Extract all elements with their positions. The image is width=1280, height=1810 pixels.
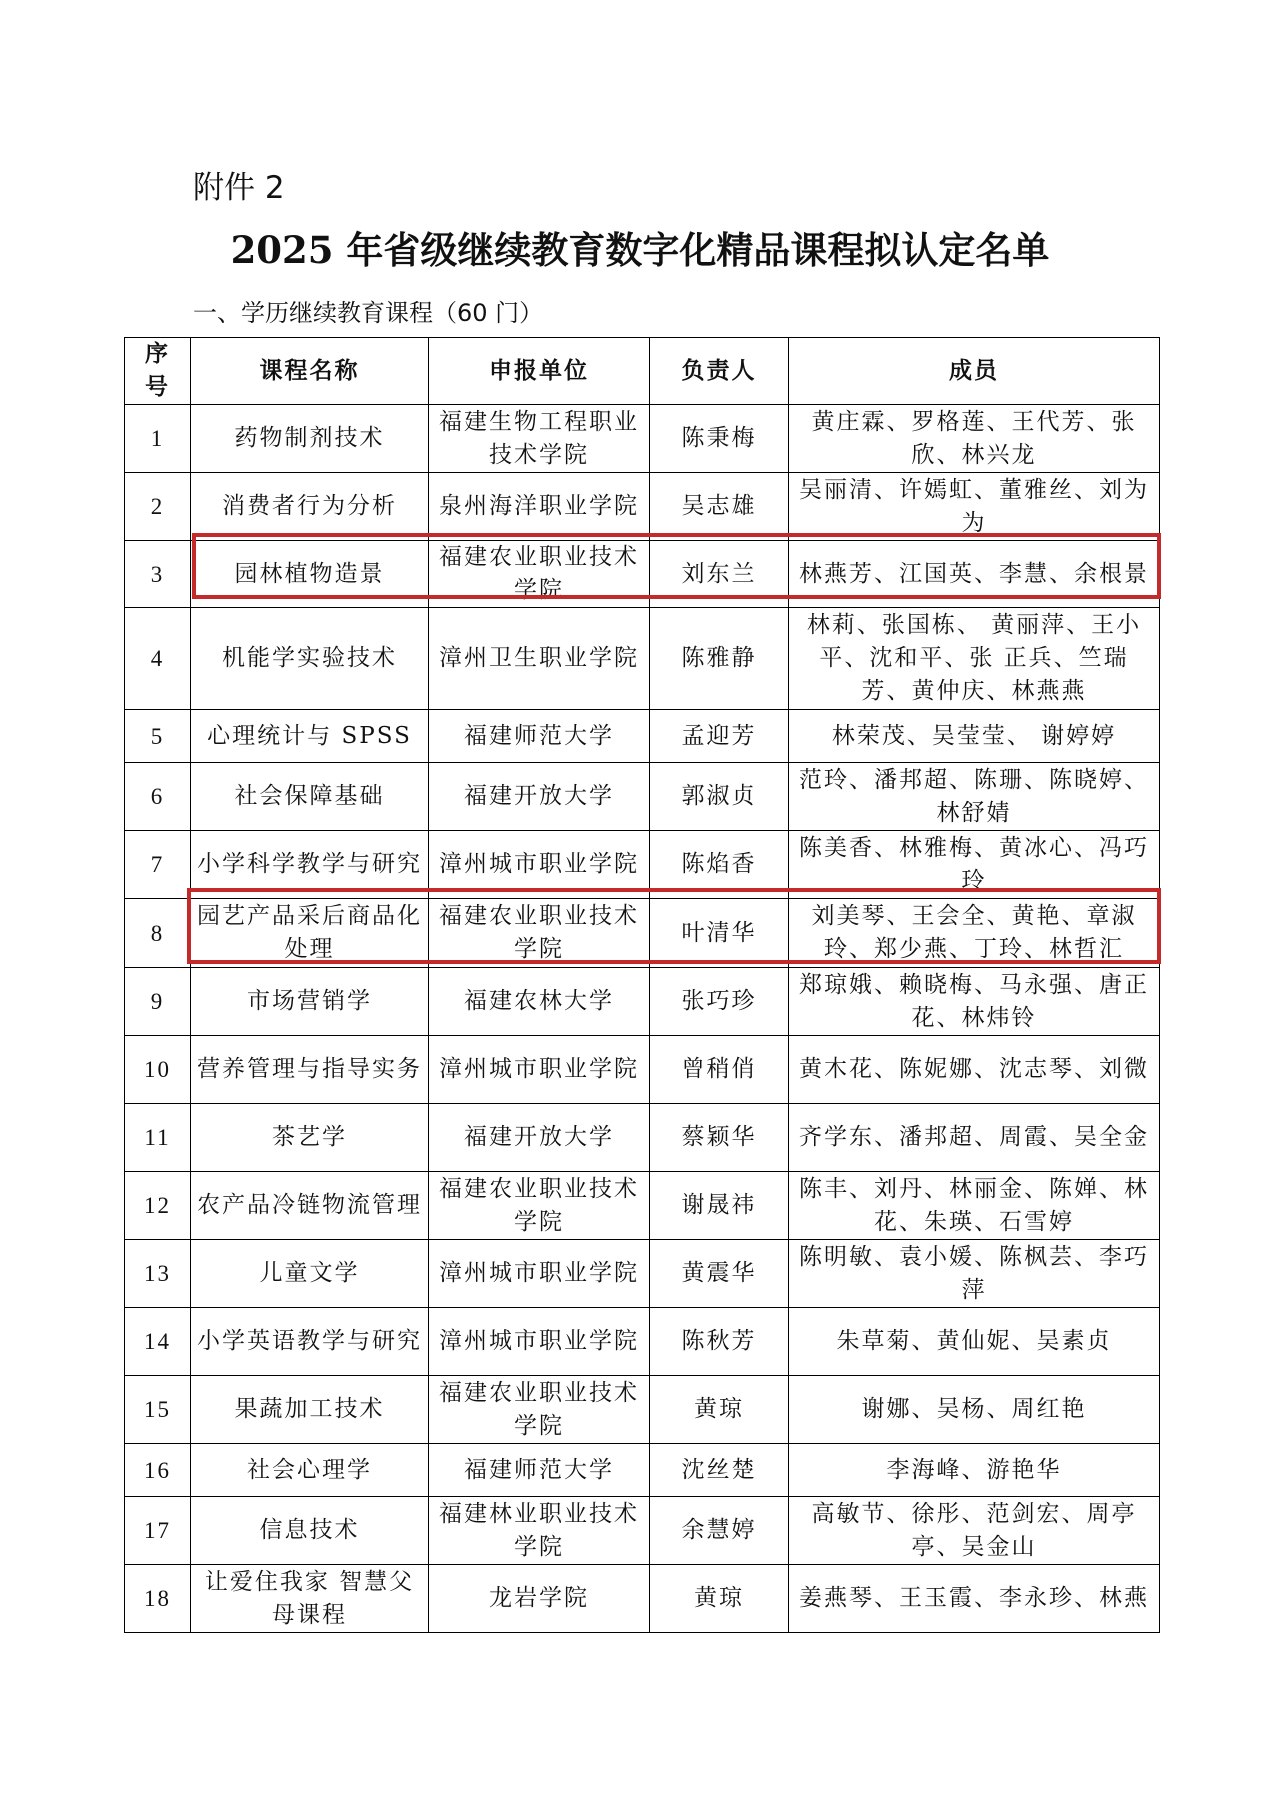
row-number: 8	[125, 899, 191, 968]
table-row	[125, 1565, 1160, 1633]
table-row	[125, 1104, 1160, 1172]
table-row	[125, 763, 1160, 831]
reporting-unit: 泉州海洋职业学院	[429, 473, 650, 541]
row-number: 15	[125, 1376, 191, 1444]
row-number: 10	[125, 1036, 191, 1104]
lead-person: 郭淑贞	[650, 763, 789, 831]
attachment-label: 附件 2	[193, 170, 285, 206]
reporting-unit: 福建林业职业技术学院	[429, 1497, 650, 1565]
members-list: 陈丰、刘丹、林丽金、陈婵、林花、朱瑛、石雪婷	[789, 1172, 1160, 1240]
reporting-unit: 漳州城市职业学院	[429, 1036, 650, 1104]
members-list: 刘美琴、王会全、黄艳、章淑玲、郑少燕、丁玲、林哲汇	[789, 899, 1160, 968]
row-number: 12	[125, 1172, 191, 1240]
table-row	[125, 1308, 1160, 1376]
row-number: 11	[125, 1104, 191, 1172]
table-row	[125, 541, 1160, 608]
table-row	[125, 1444, 1160, 1497]
reporting-unit: 福建开放大学	[429, 763, 650, 831]
lead-person: 沈丝楚	[650, 1444, 789, 1497]
reporting-unit: 福建农业职业技术学院	[429, 899, 650, 968]
lead-person: 叶清华	[650, 899, 789, 968]
members-list: 范玲、潘邦超、陈珊、陈晓婷、林舒婧	[789, 763, 1160, 831]
lead-person: 陈秉梅	[650, 405, 789, 473]
reporting-unit: 漳州城市职业学院	[429, 831, 650, 899]
lead-person: 刘东兰	[650, 541, 789, 608]
row-number: 16	[125, 1444, 191, 1497]
lead-person: 黄琼	[650, 1565, 789, 1633]
course-name: 农产品冷链物流管理	[191, 1172, 429, 1240]
reporting-unit: 福建农业职业技术学院	[429, 1172, 650, 1240]
course-name: 社会保障基础	[191, 763, 429, 831]
lead-person: 陈雅静	[650, 608, 789, 710]
header-lead: 负责人	[650, 338, 789, 405]
reporting-unit: 漳州卫生职业学院	[429, 608, 650, 710]
course-name: 心理统计与 SPSS	[191, 710, 429, 763]
table-row	[125, 1172, 1160, 1240]
row-number: 17	[125, 1497, 191, 1565]
table-row	[125, 899, 1160, 968]
lead-person: 余慧婷	[650, 1497, 789, 1565]
members-list: 郑琼娥、赖晓梅、马永强、唐正花、林炜铃	[789, 968, 1160, 1036]
course-name: 信息技术	[191, 1497, 429, 1565]
reporting-unit: 福建师范大学	[429, 710, 650, 763]
table-row	[125, 1497, 1160, 1565]
row-number: 5	[125, 710, 191, 763]
lead-person: 孟迎芳	[650, 710, 789, 763]
course-name: 营养管理与指导实务	[191, 1036, 429, 1104]
row-number: 9	[125, 968, 191, 1036]
lead-person: 曾稍俏	[650, 1036, 789, 1104]
members-list: 吴丽清、许嫣虹、董雅丝、刘为为	[789, 473, 1160, 541]
table-row	[125, 608, 1160, 710]
lead-person: 谢晟祎	[650, 1172, 789, 1240]
members-list: 朱草菊、黄仙妮、吴素贞	[789, 1308, 1160, 1376]
reporting-unit: 福建生物工程职业技术学院	[429, 405, 650, 473]
reporting-unit: 漳州城市职业学院	[429, 1308, 650, 1376]
reporting-unit: 福建师范大学	[429, 1444, 650, 1497]
course-name: 果蔬加工技术	[191, 1376, 429, 1444]
course-name: 消费者行为分析	[191, 473, 429, 541]
row-number: 14	[125, 1308, 191, 1376]
table-row	[125, 831, 1160, 899]
reporting-unit: 福建开放大学	[429, 1104, 650, 1172]
members-list: 高敏节、徐彤、范剑宏、周亭亭、吴金山	[789, 1497, 1160, 1565]
course-name: 机能学实验技术	[191, 608, 429, 710]
reporting-unit: 福建农业职业技术学院	[429, 1376, 650, 1444]
lead-person: 蔡颖华	[650, 1104, 789, 1172]
course-name: 小学英语教学与研究	[191, 1308, 429, 1376]
course-name: 社会心理学	[191, 1444, 429, 1497]
lead-person: 黄琼	[650, 1376, 789, 1444]
row-number: 4	[125, 608, 191, 710]
header-seq-line2: 号	[145, 374, 170, 400]
members-list: 谢娜、吴杨、周红艳	[789, 1376, 1160, 1444]
table-row	[125, 473, 1160, 541]
members-list: 林荣茂、吴莹莹、 谢婷婷	[789, 710, 1160, 763]
header-members: 成员	[789, 338, 1160, 405]
row-number: 13	[125, 1240, 191, 1308]
reporting-unit: 龙岩学院	[429, 1565, 650, 1633]
lead-person: 陈秋芳	[650, 1308, 789, 1376]
table-row	[125, 710, 1160, 763]
course-name: 小学科学教学与研究	[191, 831, 429, 899]
reporting-unit: 福建农业职业技术学院	[429, 541, 650, 608]
course-table	[124, 337, 1160, 1633]
course-name: 让爱住我家 智慧父母课程	[191, 1565, 429, 1633]
section-heading: 一、学历继续教育课程（60 门）	[193, 299, 544, 327]
course-name: 园艺产品采后商品化处理	[191, 899, 429, 968]
lead-person: 张巧珍	[650, 968, 789, 1036]
table-header-row	[125, 338, 1160, 405]
members-list: 李海峰、游艳华	[789, 1444, 1160, 1497]
members-list: 黄木花、陈妮娜、沈志琴、刘微	[789, 1036, 1160, 1104]
members-list: 林莉、张国栋、 黄丽萍、王小平、沈和平、张 正兵、竺瑞芳、黄仲庆、林燕燕	[789, 608, 1160, 710]
members-list: 黄庄霖、罗格莲、王代芳、张欣、林兴龙	[789, 405, 1160, 473]
course-name: 茶艺学	[191, 1104, 429, 1172]
lead-person: 吴志雄	[650, 473, 789, 541]
table-row	[125, 1376, 1160, 1444]
reporting-unit: 漳州城市职业学院	[429, 1240, 650, 1308]
table-row	[125, 968, 1160, 1036]
header-seq-line1: 序	[145, 341, 170, 367]
course-name: 园林植物造景	[191, 541, 429, 608]
header-seq	[125, 338, 191, 405]
lead-person: 陈焰香	[650, 831, 789, 899]
members-list: 林燕芳、江国英、李慧、余根景	[789, 541, 1160, 608]
header-unit: 申报单位	[429, 338, 650, 405]
table-row	[125, 1036, 1160, 1104]
table-row	[125, 405, 1160, 473]
row-number: 1	[125, 405, 191, 473]
course-name: 药物制剂技术	[191, 405, 429, 473]
lead-person: 黄震华	[650, 1240, 789, 1308]
row-number: 18	[125, 1565, 191, 1633]
page-title: 2025 年省级继续教育数字化精品课程拟认定名单	[230, 228, 1050, 272]
reporting-unit: 福建农林大学	[429, 968, 650, 1036]
course-name: 市场营销学	[191, 968, 429, 1036]
row-number: 6	[125, 763, 191, 831]
header-course: 课程名称	[191, 338, 429, 405]
row-number: 2	[125, 473, 191, 541]
course-name: 儿童文学	[191, 1240, 429, 1308]
table-row	[125, 1240, 1160, 1308]
row-number: 3	[125, 541, 191, 608]
members-list: 陈明敏、袁小媛、陈枫芸、李巧萍	[789, 1240, 1160, 1308]
members-list: 姜燕琴、王玉霞、李永珍、林燕	[789, 1565, 1160, 1633]
members-list: 陈美香、林雅梅、黄冰心、冯巧玲	[789, 831, 1160, 899]
members-list: 齐学东、潘邦超、周霞、吴全金	[789, 1104, 1160, 1172]
row-number: 7	[125, 831, 191, 899]
